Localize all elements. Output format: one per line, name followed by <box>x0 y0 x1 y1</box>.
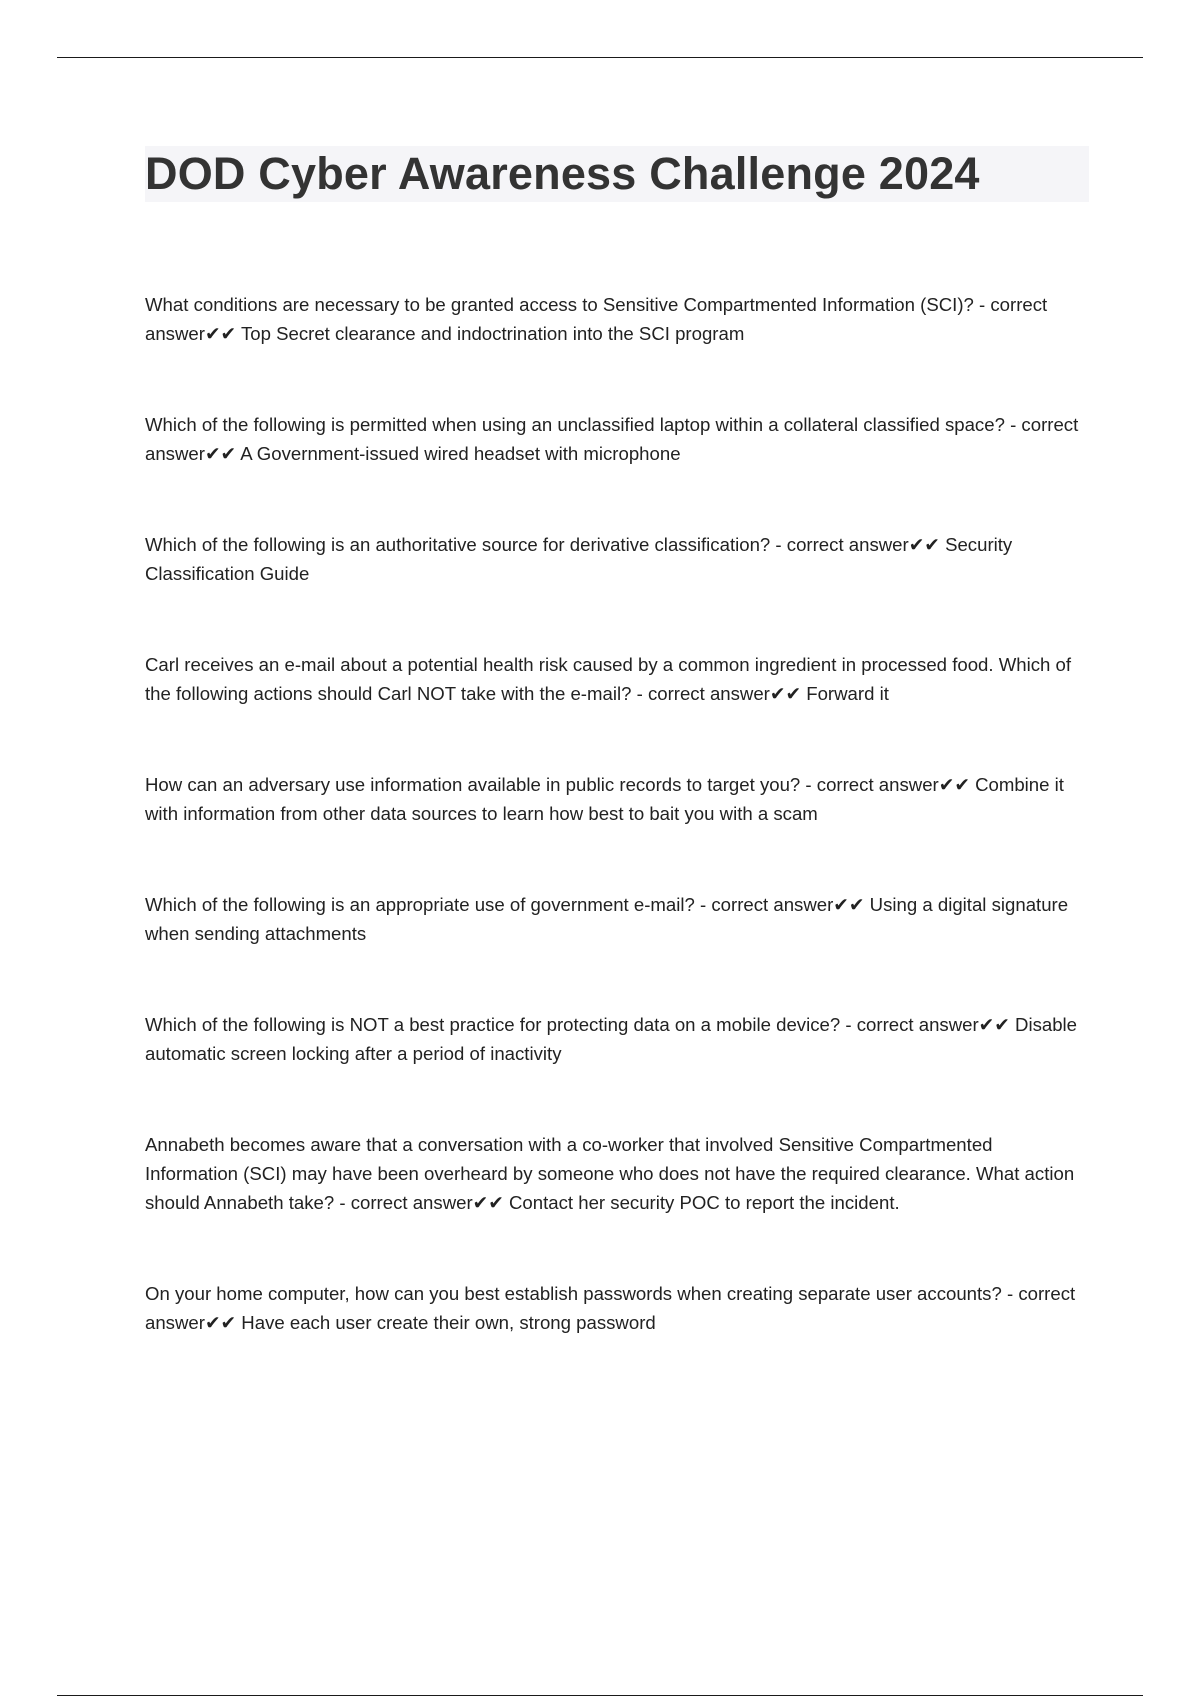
answer-text: Forward it <box>806 683 889 704</box>
answer-text: Combine it with information from other data sources to learn how best to bait you with a scam <box>145 774 1064 824</box>
answer-text: A Government-issued wired headset with microphone <box>240 443 681 464</box>
question-text: Which of the following is permitted when using an unclassified laptop within a collateral classified space? - correct answer <box>145 414 1079 464</box>
question-text: On your home computer, how can you best establish passwords when creating separate user accounts? - correct answer <box>145 1283 1076 1333</box>
question-text: Annabeth becomes aware that a conversation with a co-worker that involved Sensitive Compartmented Information (SCI) may have been overheard by someone who does not have the required clearance. What action should Annabeth take? - correct answer <box>145 1134 1075 1213</box>
check-marks: ✔✔ <box>978 1014 1010 1035</box>
qa-item <box>145 650 1090 708</box>
check-marks: ✔✔ <box>204 443 237 464</box>
qa-item <box>145 1279 1090 1337</box>
qa-item <box>145 290 1090 348</box>
qa-list <box>145 290 1090 1399</box>
answer-text: Top Secret clearance and indoctrination into the SCI program <box>240 323 745 344</box>
qa-item <box>145 530 1090 588</box>
answer-text: Disable automatic screen locking after a period of inactivity <box>145 1014 1078 1064</box>
footer-rule <box>57 1695 1143 1696</box>
check-marks: ✔✔ <box>204 1312 237 1333</box>
qa-item <box>145 890 1090 948</box>
check-marks: ✔✔ <box>833 894 865 915</box>
check-marks: ✔✔ <box>769 683 802 704</box>
qa-item <box>145 1010 1090 1068</box>
answer-text: Security Classification Guide <box>145 534 1013 584</box>
qa-item <box>145 770 1090 828</box>
question-text: How can an adversary use information available in public records to target you? - correct answer <box>145 774 939 795</box>
answer-text: Using a digital signature when sending attachments <box>145 894 1069 944</box>
qa-item <box>145 410 1090 468</box>
page-title: DOD Cyber Awareness Challenge 2024 <box>145 148 980 199</box>
check-marks: ✔✔ <box>472 1192 504 1213</box>
question-text: Which of the following is NOT a best practice for protecting data on a mobile device? - correct answer <box>145 1014 979 1035</box>
answer-text: Contact her security POC to report the incident. <box>509 1192 900 1213</box>
question-text: What conditions are necessary to be granted access to Sensitive Compartmented Information (SCI)? - correct answer <box>145 294 1048 344</box>
header-rule <box>57 57 1143 58</box>
question-text: Which of the following is an appropriate use of government e-mail? - correct answer <box>145 894 834 915</box>
check-marks: ✔✔ <box>908 534 940 555</box>
question-text: Which of the following is an authoritative source for derivative classification? - correct answer <box>145 534 909 555</box>
check-marks: ✔✔ <box>204 323 237 344</box>
question-text: Carl receives an e-mail about a potential health risk caused by a common ingredient in processed food. Which of the following actions should Carl NOT take with the e-mail? - correct answer <box>145 654 1072 704</box>
qa-item <box>145 1130 1090 1217</box>
answer-text: Have each user create their own, strong password <box>241 1312 656 1333</box>
check-marks: ✔✔ <box>938 774 970 795</box>
